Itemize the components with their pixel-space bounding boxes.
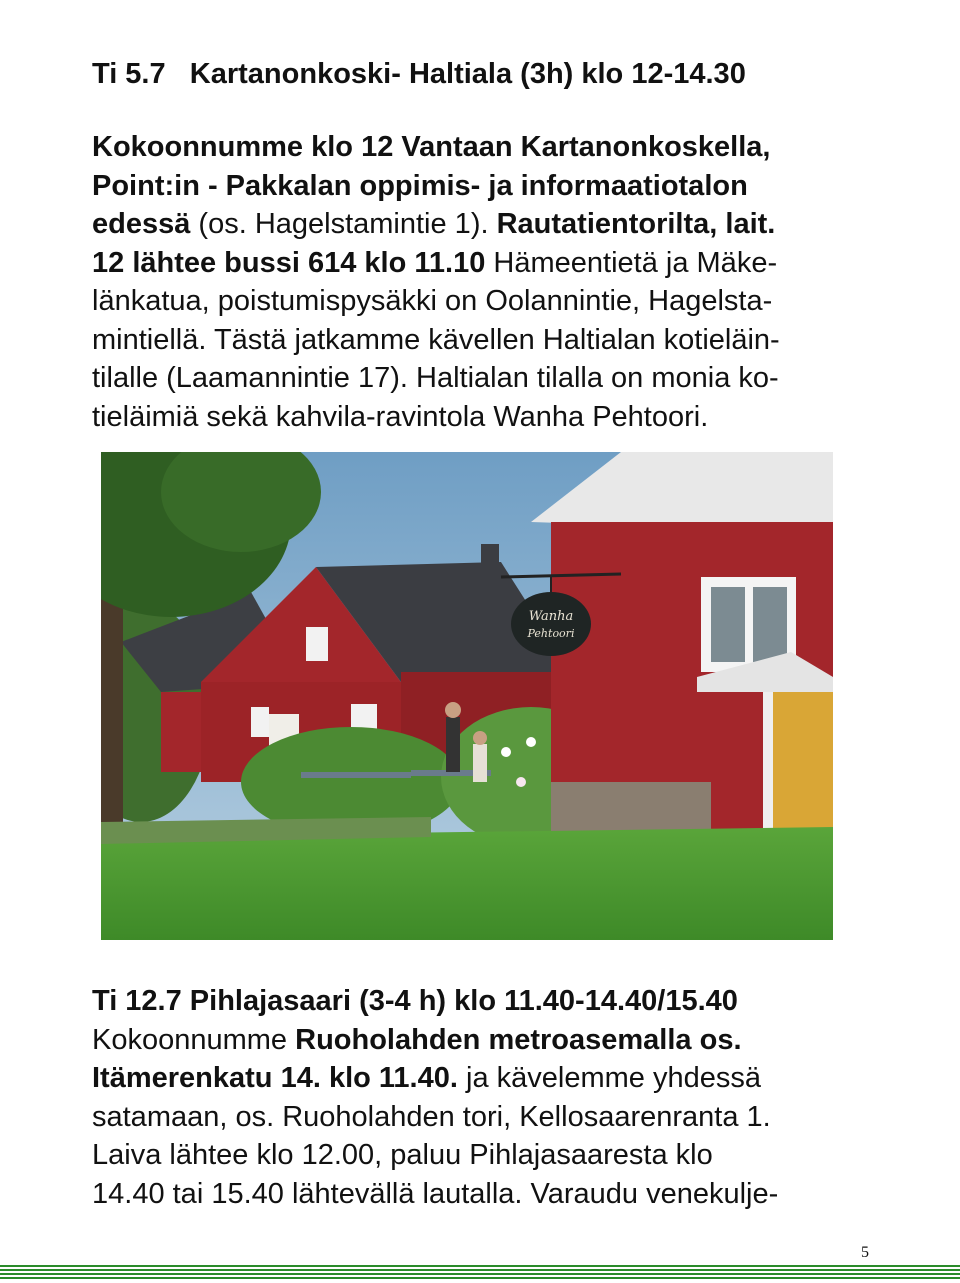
text-line: [92, 1175, 872, 1214]
event-description: [92, 128, 872, 436]
text-line: [92, 167, 872, 206]
text-line: [92, 205, 872, 244]
farm-photo: [101, 452, 833, 940]
bold-text: Ti 12.7 Pihlajasaari (3-4 h) klo 11.40-14.40/15.40: [92, 985, 738, 1017]
body-text: Laiva lähtee klo 12.00, paluu Pihlajasaaresta klo: [92, 1139, 713, 1171]
bold-text: edessä: [92, 208, 191, 240]
body-text: Hämeentietä ja Mäke-: [485, 246, 778, 279]
body-text: Kokoonnumme: [92, 1023, 296, 1056]
text-line: [92, 321, 872, 360]
bold-text: Itämerenkatu 14. klo 11.40.: [92, 1062, 458, 1094]
page-number: 5: [861, 1244, 869, 1261]
bold-text: Kokoonnumme klo 12 Vantaan Kartanonkoskella,: [92, 131, 771, 163]
body-text: mintiellä. Tästä jatkamme kävellen Haltialan kotieläin-: [92, 323, 780, 356]
event-heading: Ti 5.7 Kartanonkoski- Haltiala (3h) klo 12-14.30: [92, 58, 746, 90]
text-line: [92, 982, 872, 1021]
text-line: [92, 128, 872, 167]
text-line: [92, 282, 872, 321]
event-description-2: [92, 982, 872, 1213]
text-line: [92, 244, 872, 283]
sign-line-1: Wanha: [528, 609, 574, 624]
body-text: 14.40 tai 15.40 lähtevällä lautalla. Varaudu venekulje-: [92, 1177, 779, 1210]
body-text: (os. Hagelstamintie 1).: [190, 208, 497, 240]
bold-text: Rautatientorilta, lait.: [496, 208, 776, 240]
text-line: [92, 1059, 872, 1098]
body-text: länkatua, poistumispysäkki on Oolannintie, Hagelsta-: [92, 285, 773, 317]
text-line: [92, 1098, 872, 1137]
body-text: tilalle (Laamannintie 17). Haltialan tilalla on monia ko-: [92, 362, 779, 394]
footer-rule: [0, 1265, 960, 1279]
bold-text: Point:in - Pakkalan oppimis- ja informaatiotalon: [92, 169, 748, 202]
sign-line-2: Pehtoori: [527, 627, 575, 640]
text-line: [92, 398, 872, 437]
text-line: [92, 359, 872, 398]
text-line: [92, 1136, 872, 1175]
text-line: [92, 1021, 872, 1060]
body-text: ja kävelemme yhdessä: [457, 1062, 761, 1094]
bold-text: Ruoholahden metroasemalla os.: [295, 1023, 742, 1056]
body-text: tieläimiä sekä kahvila-ravintola Wanha Pehtoori.: [92, 400, 709, 433]
bold-text: 12 lähtee bussi 614 klo 11.10: [92, 246, 486, 279]
body-text: satamaan, os. Ruoholahden tori, Kellosaarenranta 1.: [92, 1100, 771, 1133]
